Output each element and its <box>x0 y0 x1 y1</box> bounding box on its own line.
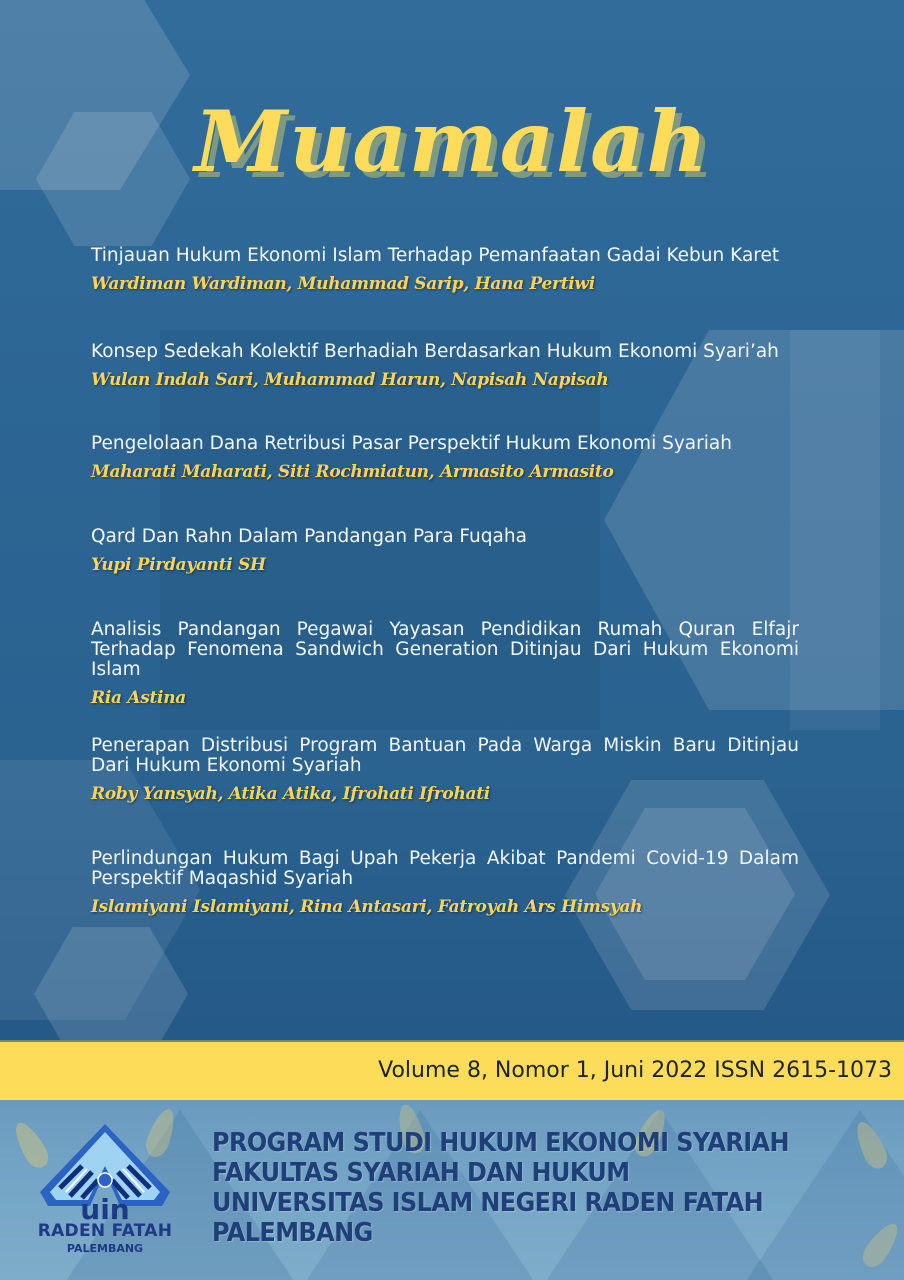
logo-mark: uin <box>80 1193 130 1222</box>
article-item[interactable] <box>91 849 799 917</box>
article-title: Perlindungan Hukum Bagi Upah Pekerja Akibat Pandemi Covid-19 Dalam Perspektif Maqashid Syariah <box>91 848 799 889</box>
article-title: Konsep Sedekah Kolektif Berhadiah Berdasarkan Hukum Ekonomi Syari’ah <box>91 341 779 362</box>
issue-info: Volume 8, Nomor 1, Juni 2022 ISSN 2615-1073 <box>378 1058 892 1083</box>
uin-raden-fatah-logo <box>30 1122 180 1262</box>
article-item[interactable] <box>91 434 799 482</box>
article-item[interactable] <box>91 620 799 708</box>
article-authors: Maharati Maharati, Siti Rochmiatun, Armasito Armasito <box>91 462 614 482</box>
article-item[interactable] <box>91 342 799 390</box>
article-authors: Wardiman Wardiman, Muhammad Sarip, Hana Pertiwi <box>91 274 595 294</box>
article-item[interactable] <box>91 246 799 294</box>
article-authors: Ria Astina <box>91 688 186 708</box>
publisher-faculty: FAKULTAS SYARIAH DAN HUKUM <box>212 1158 630 1188</box>
publisher-university: UNIVERSITAS ISLAM NEGERI RADEN FATAH <box>212 1188 764 1218</box>
publisher-program: PROGRAM STUDI HUKUM EKONOMI SYARIAH <box>212 1128 789 1158</box>
publisher-city: PALEMBANG <box>212 1218 373 1248</box>
publisher-lines <box>212 1128 839 1248</box>
issue-band <box>0 1040 904 1102</box>
article-title: Tinjauan Hukum Ekonomi Islam Terhadap Pemanfaatan Gadai Kebun Karet <box>91 245 780 266</box>
journal-title: Muamalah <box>194 92 710 191</box>
article-item[interactable] <box>91 736 799 804</box>
article-authors: Roby Yansyah, Atika Atika, Ifrohati Ifrohati <box>91 784 490 804</box>
logo-city: PALEMBANG <box>66 1242 144 1255</box>
article-title: Analisis Pandangan Pegawai Yayasan Pendidikan Rumah Quran Elfajr Terhadap Fenomena Sandwich Generation Ditinjau Dari Hukum Ekonomi Islam <box>91 619 799 680</box>
article-item[interactable] <box>91 527 799 575</box>
article-authors: Islamiyani Islamiyani, Rina Antasari, Fatroyah Ars Himsyah <box>91 897 643 917</box>
article-authors: Wulan Indah Sari, Muhammad Harun, Napisah Napisah <box>91 370 609 390</box>
article-title: Qard Dan Rahn Dalam Pandangan Para Fuqaha <box>91 526 527 547</box>
article-authors: Yupi Pirdayanti SH <box>91 555 266 575</box>
logo-name: RADEN FATAH <box>37 1221 173 1241</box>
article-title: Pengelolaan Dana Retribusi Pasar Perspektif Hukum Ekonomi Syariah <box>91 433 732 454</box>
uin-emblem-icon <box>30 1122 180 1222</box>
article-title: Penerapan Distribusi Program Bantuan Pada Warga Miskin Baru Ditinjau Dari Hukum Ekonomi Syariah <box>91 735 799 776</box>
